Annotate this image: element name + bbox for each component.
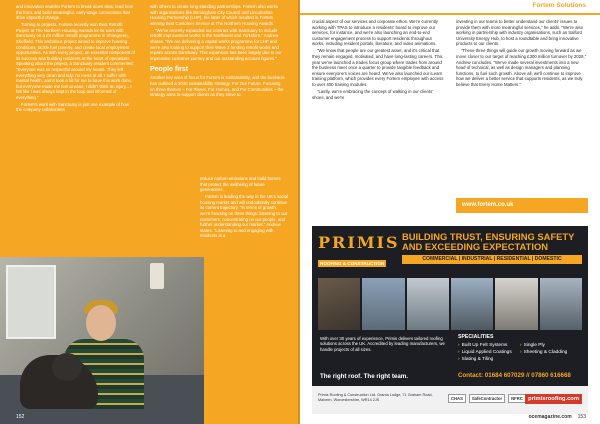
chas-badge-icon: CHAS [448,394,466,403]
paragraph: Fortem's work with Sanctuary is just one example of how the company collaborates [16,101,130,113]
check-icon: › [520,350,522,355]
paragraph: Fortem is leading the way in the UK's social housing market and will undoubtedly continue its current trajectory. "In terms of growth, we're focusing on three things: listening to our customers, concentrating on our people, and further understanding our market," Andrew states. "Listening to and engaging with residents is a [200,194,288,239]
paragraph: "Lastly, we're embracing the concept of walking in our clients' shoes, and we're [312,88,434,100]
header-section-label: Fortem Solutions [532,2,586,9]
paragraph: with others to create long-standing partnerships. Fortem also works with organisations like Birmingham City Council and Lincolnshire Housing Partnership (LHP), the latter of which resulted in Fortem winning Best Customer Service at The Northern Housing Awards. [150,4,279,26]
speciality-item: › Slating & Tiling [458,357,494,362]
paragraph: "We've recently expanded our contract with Sanctuary to include retrofit improvement works in the Northwest and Yorkshire," Andrew shares. "We are delivering a capital works programme for LHP and we're also looking to support their Wave 3 funding retrofit works and repairs across Sanctuary. This expansion has been largely due to our impressive customer journey and our outstanding account figures." [150,27,282,61]
right-column-2 [456,19,588,195]
ad-contact-numbers: Contact: 01684 607029 // 07860 616668 [458,372,571,379]
ad-headline: BUILDING TRUST, ENSURING SAFETY AND EXCEEDING EXPECTATION [402,231,575,253]
accreditation-badges [448,394,526,403]
paragraph: "These three things will guide our growth moving forward as we move closer to our target of reaching £300 million turnover by 2028," Andrew concludes. "We've made several investments into a new head of technical, as well as design managers and planning functions, to fuel such growth. Above all, we'll continue to improve how we deliver a better service that supports residents, as we truly believe that Every Home Matters." [456,48,587,87]
ad-services-bar: COMMERCIAL | INDUSTRIAL | RESIDENTIAL | DOMESTIC [402,255,582,264]
check-icon: › [458,343,460,348]
paragraph: investing in our teams to better understand our clients' issues to provide them with more meaningful services," he adds. "We're also working in partnership with industry organisations, such as Salford University Energy Hub, to host a roundtable and bring innovative products to our clients. [456,19,584,47]
left-column-1 [16,4,136,254]
speciality-item: › Built Up Felt Systems [458,343,508,348]
ad-footer [312,386,588,414]
ad-photo [362,278,404,330]
photo-dog-head [52,353,82,381]
left-column-2-continued [200,176,288,410]
right-column-1 [312,19,444,241]
ad-photo [495,278,537,330]
primis-advert[interactable] [312,226,588,414]
paragraph: "We know that people are our greatest asset, and it's critical that they remain engaged, motivated, and have long-lasting careers. This year we've launched a trades focus group where trades from around the business meet once a quarter to provide tangible feedback and ensure everyone's voices are heard. We've also launched our iLearn training platform, which provides every Fortem employee with access to over 400 training modules. [312,48,444,87]
running-header [300,0,600,13]
nfrc-badge-icon: NFRC [508,394,526,403]
article-photo [0,257,204,424]
ad-photo [407,278,449,330]
paragraph: and innovation enables Fortem to break down silos, lead from the front, and build meaningful, early-stage connections that drive impactful change. [16,4,134,21]
page-number-right: 153 [577,414,586,420]
ad-photo-strip [318,278,582,330]
left-column-2 [150,4,286,176]
primis-logo [318,233,400,278]
speciality-item: › Liquid Applied Coatings [458,350,512,355]
paragraph: Another key area of focus for Fortem is sustainability, and the business has outlined a 2030 sustainability strategy: For Our Future. Focusing on three themes – For Planet, For Homes, and For Communities – the strategy aims to support clients as they strive to [150,75,285,98]
company-website-link[interactable]: www.fortem.co.uk [456,198,588,213]
specialities-title: SPECIALITIES [458,334,494,340]
section-heading: People first [150,66,189,74]
ad-about-text: With over 30 years of experience, Primis delivers tailored roofing solutions across the UK. Accredited by leading manufacturers, we handle projects of all sizes. [320,336,445,352]
check-icon: › [458,357,460,362]
header-rule [300,13,600,15]
ad-photo [540,278,582,330]
photo-lamp [150,263,164,289]
page-footer-right [529,414,586,420]
magazine-site[interactable]: ocemagazine.com [528,414,572,420]
right-page [300,0,600,424]
ad-specialities [458,334,582,363]
ad-address: Primis Roofing & Construction Ltd, Granta Lodge, 71 Graham Road, Malvern, Worcestershire, WR14 2JS [318,393,433,402]
check-icon: › [520,343,522,348]
ad-photo [318,278,360,330]
ad-photo [451,278,493,330]
speciality-item: › Sheeting & Cladding [520,350,568,355]
speciality-item: › Single Ply [520,343,545,348]
ad-tagline: The right roof. The right team. [320,373,408,380]
photo-window [6,265,56,339]
check-icon: › [458,350,460,355]
logo-name: PRIMIS [318,233,400,252]
ad-website-link[interactable]: primisroofing.com [525,394,582,404]
photo-person-head [86,305,116,341]
paragraph: crucial aspect of our services and corporate ethos. We're currently working with TPAS to introduce a residents' board to improve our services, for instance, and we're also launching an end-to-end customer engagement process to support residents throughout works, including resident portals, literature, and video animations. [312,19,438,47]
page-number-left: 152 [16,414,25,420]
safecontractor-badge-icon: SafeContractor [469,394,505,403]
logo-subtitle: ROOFING & CONSTRUCTION [320,261,385,266]
paragraph: reduce carbon emissions and build homes that protect the wellbeing of future generations. [200,176,281,193]
paragraph: Turning to projects, Fortem recently won Best Retrofit Project at The Northern Housing Awards for its work with Sanctuary on a £9 million retrofit programme in Shiregreen, Sheffield. This ambitious project aimed to improve housing conditions, tackle fuel poverty, and create local employment opportunities. As with every project, an essential component of its success was building residents at the heart of operations. Speaking about the project, a Sanctuary resident commented: "Everyone was so respectful around my house. They left everything very clean and tidy; no mess at all. I suffer with mental health, and it took a lot for me to have this work done, but everyone made me feel at ease; I didn't think an injury... I felt like I was always kept in the loop and informed of everything." [16,22,135,100]
